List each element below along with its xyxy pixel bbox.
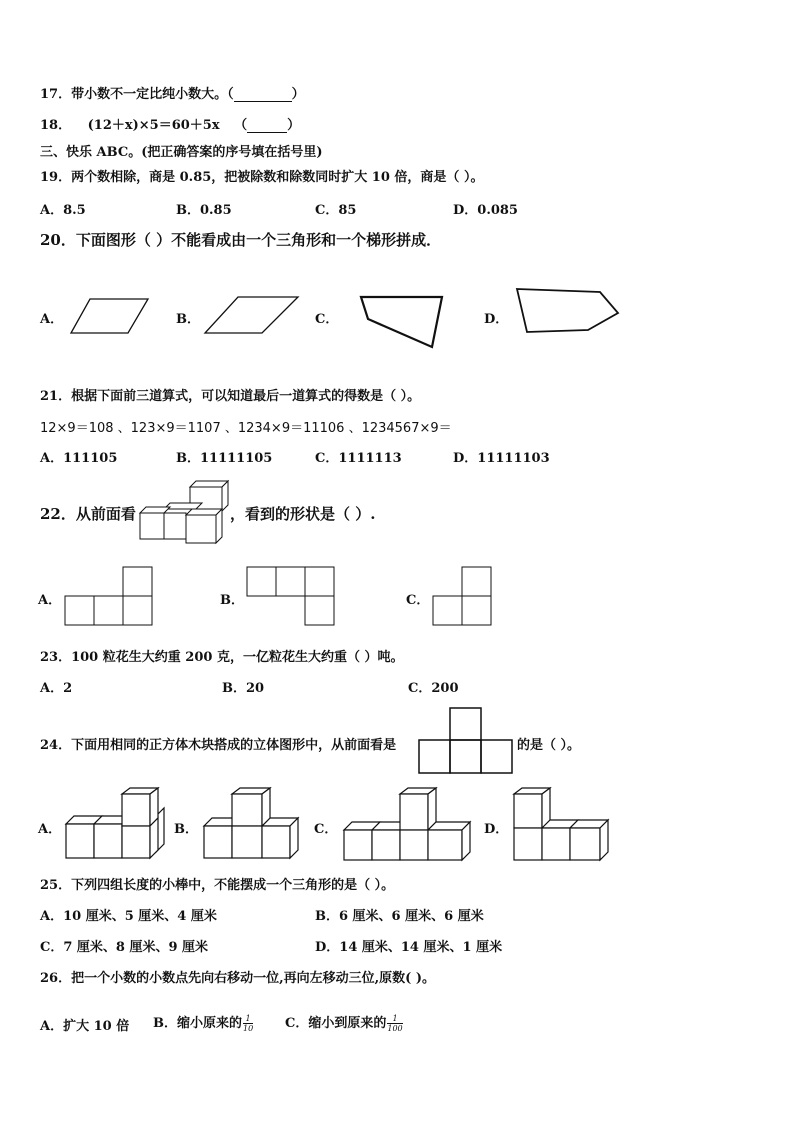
q20-figure-a <box>70 298 150 334</box>
q26-option-c[interactable] <box>285 1012 403 1033</box>
q19-option-d[interactable]: D．0.085 <box>453 203 518 218</box>
q24-option-d[interactable]: D． <box>484 822 509 837</box>
fraction-one-hundredth <box>387 1014 402 1033</box>
q26-option-a[interactable]: A．扩大 10 倍 <box>40 1019 130 1034</box>
fraction-one-tenth <box>243 1014 253 1033</box>
q20-figure-d <box>515 286 621 334</box>
question-24-prefix: 24．下面用相同的正方体木块搭成的立体图形中，从前面看是 <box>40 738 397 753</box>
q19-option-b[interactable]: B．0.85 <box>176 203 232 218</box>
q20-option-d[interactable]: D． <box>484 312 509 327</box>
q20-option-a[interactable]: A． <box>40 312 64 327</box>
paren-open: （ <box>234 118 248 133</box>
q22-option-c[interactable]: C． <box>406 593 430 608</box>
question-text: 带小数不一定比纯小数大。（ <box>71 87 234 102</box>
answer-blank[interactable] <box>247 132 287 133</box>
q26-option-b[interactable] <box>153 1012 253 1033</box>
question-26-text: 26．把一个小数的小数点先向右移动一位,再向左移动三位,原数( )。 <box>40 971 435 986</box>
q24-figure-d <box>512 786 622 862</box>
q25-option-b[interactable]: B．6 厘米、6 厘米、6 厘米 <box>315 909 484 924</box>
paren-close: ） <box>291 87 305 102</box>
q21-option-b[interactable]: B．11111105 <box>176 451 273 466</box>
q25-option-c[interactable]: C．7 厘米、8 厘米、9 厘米 <box>40 940 209 955</box>
paren-close: ） <box>287 118 301 133</box>
q22-view-c <box>432 566 494 626</box>
q24-option-a[interactable]: A． <box>38 822 62 837</box>
q22-view-b <box>246 566 338 626</box>
q20-option-c[interactable]: C． <box>315 312 339 327</box>
question-text: (12＋x)×5＝60＋5x <box>87 118 220 133</box>
fraction-denominator: 10 <box>243 1024 254 1033</box>
q20-figure-b <box>204 296 300 334</box>
question-22-prefix: 22．从前面看 <box>40 505 136 523</box>
q21-option-c[interactable]: C．1111113 <box>315 451 402 466</box>
q26-option-b-text: B．缩小原来的 <box>153 1016 242 1031</box>
q24-front-view <box>418 707 514 775</box>
question-20-text: 20．下面图形（ ）不能看成由一个三角形和一个梯形拼成． <box>40 231 442 249</box>
q22-option-b[interactable]: B． <box>220 593 244 608</box>
question-25-text: 25．下列四组长度的小棒中，不能摆成一个三角形的是（ ）。 <box>40 878 395 893</box>
question-number: 18． <box>40 118 72 133</box>
q22-view-a <box>64 566 154 626</box>
question-24-suffix: 的是（ ）。 <box>517 738 581 753</box>
q22-option-a[interactable]: A． <box>38 593 62 608</box>
q21-option-a[interactable]: A．111105 <box>40 451 118 466</box>
q24-option-c[interactable]: C． <box>314 822 338 837</box>
fraction-denominator: 100 <box>387 1024 403 1033</box>
q20-figure-c <box>358 294 446 350</box>
q22-3d-figure <box>138 479 230 545</box>
q21-option-d[interactable]: D．11111103 <box>453 451 550 466</box>
q24-figure-c <box>342 786 472 862</box>
question-17 <box>40 83 305 102</box>
q23-option-c[interactable]: C．200 <box>408 681 459 696</box>
fraction-numerator: 1 <box>243 1014 253 1024</box>
question-19-text: 19．两个数相除，商是 0.85，把被除数和除数同时扩大 10 倍，商是（ ）。 <box>40 170 484 185</box>
q19-option-a[interactable]: A．8.5 <box>40 203 86 218</box>
fraction-numerator: 1 <box>387 1014 402 1024</box>
q25-option-a[interactable]: A．10 厘米、5 厘米、4 厘米 <box>40 909 217 924</box>
question-23-text: 23．100 粒花生大约重 200 克，一亿粒花生大约重（ ）吨。 <box>40 650 404 665</box>
q19-option-c[interactable]: C．85 <box>315 203 357 218</box>
section-heading: 三、快乐 ABC。(把正确答案的序号填在括号里) <box>40 145 323 160</box>
q23-option-b[interactable]: B．20 <box>222 681 265 696</box>
q24-option-b[interactable]: B． <box>174 822 198 837</box>
q20-option-b[interactable]: B． <box>176 312 200 327</box>
answer-blank[interactable] <box>234 101 292 102</box>
question-18 <box>40 114 300 133</box>
q21-formula: 12×9＝108 、123×9＝1107 、1234×9＝11106 、1234567×9＝ <box>40 421 452 436</box>
q24-figure-b <box>202 786 314 862</box>
q25-option-d[interactable]: D．14 厘米、14 厘米、1 厘米 <box>315 940 503 955</box>
q23-option-a[interactable]: A．2 <box>40 681 73 696</box>
q24-figure-a <box>64 786 176 862</box>
question-21-text: 21．根据下面前三道算式，可以知道最后一道算式的得数是（ ）。 <box>40 389 421 404</box>
question-number: 17． <box>40 87 72 102</box>
question-22-suffix: ，看到的形状是（ ）. <box>230 505 376 523</box>
q26-option-c-text: C．缩小到原来的 <box>285 1016 387 1031</box>
